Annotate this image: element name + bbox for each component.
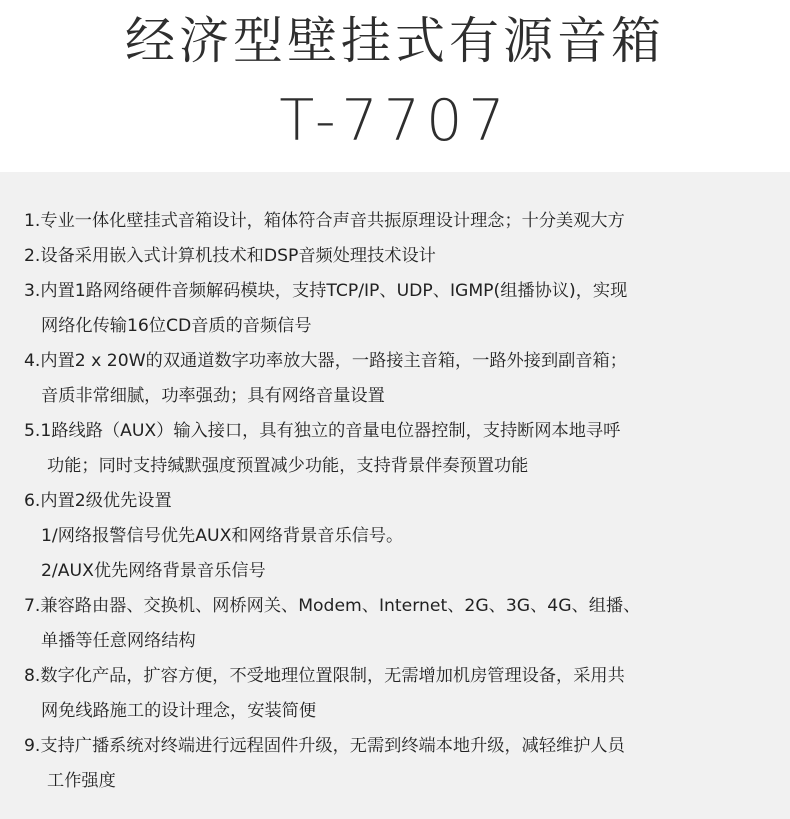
feature-item-3: 3.内置1路网络硬件音频解码模块，支持TCP/IP、UDP、IGMP(组播协议)，实现 <box>24 281 628 301</box>
header-banner <box>0 0 790 172</box>
feature-item-9: 9.支持广播系统对终端进行远程固件升级，无需到终端本地升级，减轻维护人员 <box>24 736 625 756</box>
page-title: 经济型壁挂式有源音箱 <box>125 12 665 70</box>
feature-item-8-cont: 网免线路施工的设计理念，安装简便 <box>41 701 317 721</box>
feature-item-7-cont: 单播等任意网络结构 <box>41 631 196 651</box>
feature-item-6-sub-2: 2/AUX优先网络背景音乐信号 <box>41 561 266 581</box>
feature-item-1: 1.专业一体化壁挂式音箱设计，箱体符合声音共振原理设计理念；十分美观大方 <box>24 211 625 231</box>
model-number: T-7707 <box>279 88 511 154</box>
feature-item-8: 8.数字化产品，扩容方便，不受地理位置限制，无需增加机房管理设备，采用共 <box>24 666 625 686</box>
feature-item-4-cont: 音质非常细腻，功率强劲；具有网络音量设置 <box>41 386 385 406</box>
feature-item-6: 6.内置2级优先设置 <box>24 491 172 511</box>
feature-item-4: 4.内置2 x 20W的双通道数字功率放大器，一路接主音箱，一路外接到副音箱； <box>24 351 627 371</box>
feature-item-3-cont: 网络化传输16位CD音质的音频信号 <box>41 316 312 336</box>
feature-item-2: 2.设备采用嵌入式计算机技术和DSP音频处理技术设计 <box>24 246 436 266</box>
feature-item-7: 7.兼容路由器、交换机、网桥网关、Modem、Internet、2G、3G、4G、组播、 <box>24 596 641 616</box>
feature-item-5: 5.1路线路（AUX）输入接口，具有独立的音量电位器控制，支持断网本地寻呼 <box>24 421 621 441</box>
feature-item-6-sub-1: 1/网络报警信号优先AUX和网络背景音乐信号。 <box>41 526 404 546</box>
feature-item-9-cont: 工作强度 <box>47 771 116 791</box>
feature-item-5-cont: 功能；同时支持缄默强度预置减少功能，支持背景伴奏预置功能 <box>47 456 529 476</box>
feature-list <box>0 172 790 819</box>
